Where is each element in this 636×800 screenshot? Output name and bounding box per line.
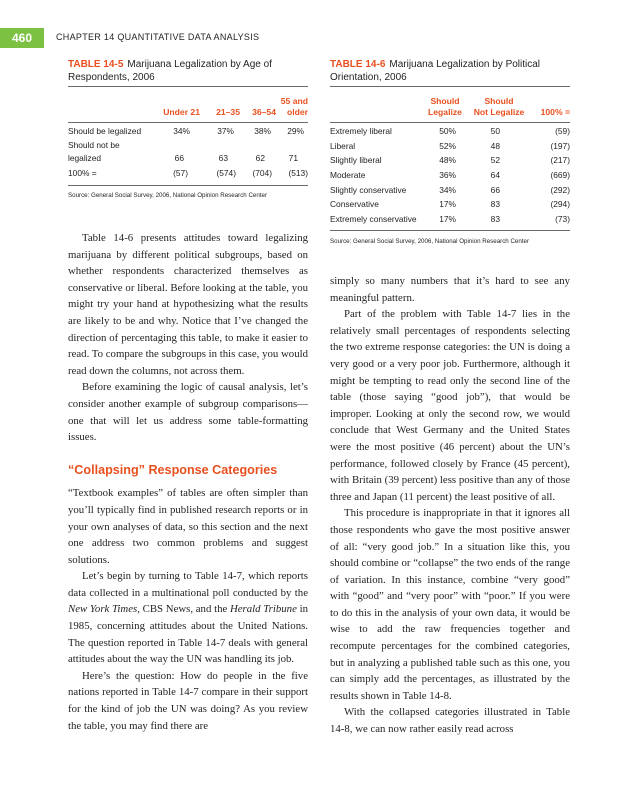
paragraph-text: Let’s begin by turning to Table 14-7, which reports data collected in a multinational poll conducted by the [68, 570, 308, 599]
paragraph [68, 568, 308, 668]
table-14-6-header-row [330, 96, 570, 120]
publication-name: New York Times, [68, 603, 140, 616]
row-label: Slightly conservative [330, 184, 407, 195]
row-label: Extremely conservative [330, 214, 417, 225]
paragraph: Before examining the logic of causal analysis, let’s consider another example of subgroup comparisons—one that will let us address some table-formatting issues. [68, 381, 308, 444]
publication-name: Herald Tribune [229, 603, 297, 616]
section-heading: “Collapsing” Response Categories [68, 462, 278, 477]
table-14-6-col-legalize-line1: Should [430, 96, 460, 106]
paragraph-text: CBS News, and the [139, 603, 230, 616]
cell: 38% [254, 126, 271, 136]
table-14-6-caption [330, 58, 570, 84]
cell: 63 [218, 153, 228, 163]
table-14-6-header-rule [330, 122, 570, 123]
chapter-heading: CHAPTER 14 QUANTITATIVE DATA ANALYSIS [56, 32, 260, 42]
table-14-5-col-55-older-line1: 55 and [280, 96, 308, 106]
cell: 17% [439, 214, 456, 225]
cell: (294) [550, 199, 570, 210]
cell: 50 [490, 126, 500, 136]
table-row [330, 184, 570, 199]
left-column [68, 230, 308, 734]
table-14-5-col-21-35: 21–35 [216, 107, 240, 117]
row-label: Conservative [330, 199, 379, 210]
paragraph: Part of the problem with Table 14-7 lies in the relatively small percentages of respondents selecting the two extreme response categories: the UN is doing a very good or a very poor job. Furthermore, although it might be tempting to read only the second line of the table (those saying “good job”), that would be improper. Looking at only the second row, we would conclude that West Germany and the United States were the most positive (46 percent) about the UN’s performance, followed closely by France (45 percent), with Britain (39 percent) less positive than any of those three and Japan (11 percent) the least positive of all. [330, 308, 570, 503]
cell: 64 [490, 170, 500, 181]
cell: 62 [255, 153, 265, 163]
table-14-6-col-total: 100% = [540, 107, 570, 117]
cell: (513) [288, 168, 308, 178]
table-row [68, 125, 308, 139]
cell: (73) [555, 214, 570, 225]
paragraph: Here’s the question: How do people in the five nations reported in Table 14-7 compare in their support for the kind of job the UN was doing? As you review the table, you may find there are [68, 669, 308, 732]
cell: 83 [490, 214, 500, 225]
table-14-6-title-line2: Orientation, 2006 [330, 72, 407, 83]
table-row [330, 140, 570, 155]
cell: (292) [550, 184, 570, 195]
cell: 52 [490, 155, 500, 166]
table-14-5-title-line2: Respondents, 2006 [68, 72, 155, 83]
cell: 71 [288, 153, 298, 163]
table-14-5-col-36-54: 36–54 [252, 107, 276, 117]
cell: 37% [217, 126, 234, 136]
row-label: Should not be [68, 140, 120, 150]
row-label: legalized [68, 153, 102, 163]
table-row [330, 125, 570, 140]
row-label: Extremely liberal [330, 126, 392, 136]
table-14-5-title-line1: Marijuana Legalization by Age of [127, 59, 272, 70]
table-14-6 [330, 58, 570, 245]
table-14-6-col-not-legalize-line2: Not Legalize [473, 107, 525, 117]
cell: 48% [439, 155, 456, 166]
paragraph: With the collapsed categories illustrated in Table 14-8, we can now rather easily read across [330, 706, 570, 736]
table-14-5-header-rule [68, 122, 308, 123]
paragraph: simply so many numbers that it’s hard to see any meaningful pattern. [330, 275, 570, 304]
table-row [330, 169, 570, 184]
cell: 66 [490, 184, 500, 195]
cell: 34% [439, 184, 456, 195]
cell: 50% [439, 126, 456, 136]
table-14-6-col-legalize-line2: Legalize [428, 107, 462, 117]
table-14-5-bottom-rule [68, 185, 308, 186]
cell: (197) [550, 140, 570, 151]
cell: 52% [439, 140, 456, 151]
row-label: Moderate [330, 170, 366, 181]
cell: 48 [490, 140, 500, 151]
table-14-5-col-under21: Under 21 [163, 107, 200, 117]
table-14-6-label: TABLE 14-6 [330, 59, 386, 70]
cell: 36% [439, 170, 456, 181]
right-column [330, 273, 570, 738]
page-number: 460 [0, 28, 44, 48]
table-14-5-top-rule [68, 86, 308, 87]
table-14-5-caption [68, 58, 308, 84]
paragraph: This procedure is inappropriate in that it ignores all those respondents who gave the most positive answer of all: “very good job.” In a situation like this, you should combine or “collapse” the two ends of the range of variation. In this instance, combine “very good” with “good” and “very poor” with “poor.” If you were to do this in the analysis of your own data, it would be wise to add the raw frequencies together and recompute percentages for the combined categories, but in analyzing a published table such as this one, you can simply add the percentages, as illustrated by the results shown in Table 14-8. [330, 507, 570, 702]
table-14-5 [68, 58, 308, 199]
table-row [68, 167, 308, 181]
table-14-6-title-line1: Marijuana Legalization by Political [389, 59, 541, 70]
table-14-5-header-row [68, 96, 308, 120]
cell: (59) [555, 126, 570, 136]
paragraph: “Textbook examples” of tables are often simpler than you’ll typically find in published research reports or in your own analyses of data, so this section and the next one address two common problems and suggest solutions. [68, 487, 308, 566]
row-label: Liberal [330, 140, 356, 151]
cell: 83 [490, 199, 500, 210]
row-label: Should be legalized [68, 126, 142, 136]
cell: (704) [252, 168, 272, 178]
table-14-6-body [330, 125, 570, 228]
cell: (574) [216, 168, 236, 178]
table-14-6-bottom-rule [330, 230, 570, 231]
table-14-5-label: TABLE 14-5 [68, 59, 124, 70]
table-row [330, 213, 570, 228]
table-14-6-source: Source: General Social Survey, 2006, National Opinion Research Center [330, 238, 530, 245]
table-row [68, 139, 308, 167]
cell: 66 [174, 153, 184, 163]
cell: (669) [550, 170, 570, 181]
paragraph: Table 14-6 presents attitudes toward legalizing marijuana by different political subgroups, based on whether respondents characterized themselves as conservative or liberal. Before looking at the table, you might try your hand at hypothesizing what the results are likely to be and why. Notice that I’ve changed the direction of percentaging this table, to make it easier to read. To compare the subgroups in this case, you would read down the columns, not across them. [68, 232, 308, 377]
table-14-6-top-rule [330, 86, 570, 87]
table-14-6-col-not-legalize-line1: Should [484, 96, 514, 106]
table-row [330, 198, 570, 213]
cell: (57) [173, 168, 188, 178]
row-label: 100% = [68, 168, 97, 178]
paragraph-text: in 1985, concerning attitudes about the United Nations. The question reported in Table 14-7 deals with general attitudes about the way the UN was handling its job. [68, 603, 308, 666]
row-label: Slightly liberal [330, 155, 382, 166]
table-row [330, 154, 570, 169]
cell: 29% [287, 126, 304, 136]
table-14-5-col-55-older-line2: older [286, 107, 308, 117]
cell: (217) [550, 155, 570, 166]
table-14-5-source: Source: General Social Survey, 2006, National Opinion Research Center [68, 192, 268, 199]
cell: 17% [439, 199, 456, 210]
cell: 34% [173, 126, 190, 136]
